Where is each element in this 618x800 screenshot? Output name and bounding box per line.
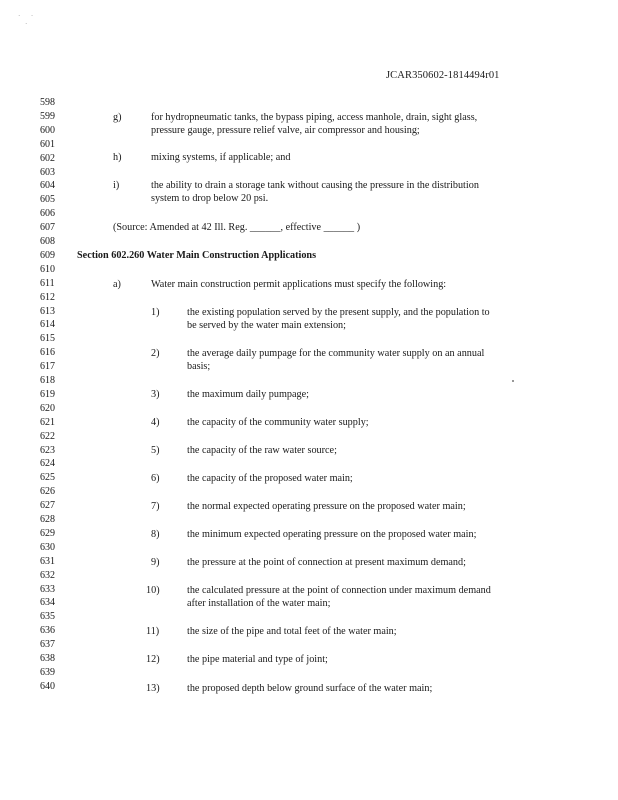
line-number: 609	[40, 249, 55, 261]
section-heading: Section 602.260 Water Main Construction Applications	[77, 250, 317, 261]
line-number: 627	[40, 500, 55, 512]
numbered-item-number: 10)	[146, 585, 160, 596]
numbered-item-text: the pressure at the point of connection at present maximum demand;	[187, 557, 466, 568]
line-number: 599	[40, 110, 55, 122]
item-g-line-2: pressure gauge, pressure relief valve, air compressor and housing;	[151, 125, 420, 136]
numbered-item-number: 8)	[151, 529, 160, 540]
line-number: 615	[40, 333, 55, 345]
numbered-item-text: the capacity of the raw water source;	[187, 445, 337, 456]
line-number: 631	[40, 555, 55, 567]
numbered-item-number: 11)	[146, 626, 160, 637]
item-label-i: i)	[113, 180, 120, 191]
line-number: 628	[40, 514, 55, 525]
item-h-line-1: mixing systems, if applicable; and	[151, 152, 291, 163]
numbered-item-text: the capacity of the community water supply;	[187, 417, 369, 428]
line-number: 614	[40, 319, 55, 331]
numbered-item-number: 12)	[146, 654, 160, 665]
numbered-item-text: be served by the water main extension;	[187, 320, 346, 331]
numbered-item-text: the capacity of the proposed water main;	[187, 473, 353, 484]
numbered-item-number: 5)	[151, 445, 160, 456]
numbered-item-text: the existing population served by the present supply, and the population to	[187, 307, 490, 318]
line-number: 635	[40, 611, 55, 623]
line-number: 598	[40, 97, 55, 108]
numbered-item-text: the calculated pressure at the point of connection under maximum demand	[187, 585, 491, 596]
numbered-item-number: 6)	[151, 473, 160, 484]
line-number: 624	[40, 458, 55, 470]
line-number: 617	[40, 361, 55, 373]
line-number: 639	[40, 666, 55, 678]
line-number: 611	[40, 277, 55, 289]
line-number: 632	[40, 569, 55, 581]
numbered-item-number: 1)	[151, 307, 160, 318]
numbered-item-text: basis;	[187, 361, 211, 372]
line-number: 613	[40, 305, 55, 317]
line-number: 630	[40, 541, 55, 553]
line-number: 602	[40, 152, 55, 164]
numbered-item-text: after installation of the water main;	[187, 598, 331, 609]
line-number: 636	[40, 625, 55, 637]
numbered-item-number: 9)	[151, 557, 160, 568]
item-label-h: h)	[113, 152, 122, 163]
line-number: 604	[40, 180, 55, 192]
item-g-line-1: for hydropneumatic tanks, the bypass piping, access manhole, drain, sight glass,	[151, 112, 478, 123]
line-number: 618	[40, 375, 55, 386]
numbered-item-number: 4)	[151, 417, 160, 428]
line-number: 622	[40, 430, 55, 442]
line-number: 616	[40, 347, 55, 359]
line-number: 620	[40, 402, 55, 414]
document-id-header: JCAR350602-1814494r01	[386, 70, 500, 81]
subsection-a-label: a)	[113, 279, 121, 290]
line-number: 607	[40, 222, 55, 234]
line-number: 610	[40, 263, 55, 275]
numbered-item-text: the maximum daily pumpage;	[187, 389, 309, 400]
numbered-item-number: 3)	[151, 389, 160, 400]
numbered-item-text: the proposed depth below ground surface of the water main;	[187, 683, 433, 694]
numbered-item-text: the normal expected operating pressure on the proposed water main;	[187, 501, 466, 512]
line-number: 621	[40, 416, 55, 428]
line-number: 633	[40, 583, 55, 595]
subsection-a-text: Water main construction permit applications must specify the following:	[151, 279, 447, 290]
line-number: 634	[40, 597, 55, 609]
line-number: 606	[40, 208, 55, 220]
numbered-item-text: the minimum expected operating pressure on the proposed water main;	[187, 529, 477, 540]
item-i-line-1: the ability to drain a storage tank without causing the pressure in the distribution	[151, 180, 479, 191]
line-number: 625	[40, 472, 55, 484]
line-number: 608	[40, 236, 55, 247]
numbered-item-number: 13)	[146, 683, 160, 694]
line-number: 626	[40, 486, 55, 498]
numbered-item-text: the size of the pipe and total feet of the water main;	[187, 626, 397, 637]
item-label-g: g)	[113, 112, 122, 123]
scan-speck	[512, 380, 514, 382]
line-number: 605	[40, 194, 55, 206]
line-number: 603	[40, 166, 55, 178]
numbered-item-text: the average daily pumpage for the community water supply on an annual	[187, 348, 485, 359]
line-number: 629	[40, 527, 55, 539]
line-number: 619	[40, 388, 55, 400]
line-number: 600	[40, 124, 55, 136]
item-i-line-2: system to drop below 20 psi.	[151, 193, 269, 204]
line-number: 612	[40, 291, 55, 303]
line-number: 640	[40, 680, 55, 692]
numbered-item-text: the pipe material and type of joint;	[187, 654, 328, 665]
line-number: 638	[40, 653, 55, 664]
numbered-item-number: 7)	[151, 501, 160, 512]
line-number: 601	[40, 138, 55, 150]
line-number: 623	[40, 444, 55, 456]
numbered-item-number: 2)	[151, 348, 160, 359]
line-number: 637	[40, 639, 55, 651]
scan-artifact: · · ·	[18, 12, 34, 28]
source-note: (Source: Amended at 42 Ill. Reg. ______, effective ______ )	[113, 222, 361, 233]
